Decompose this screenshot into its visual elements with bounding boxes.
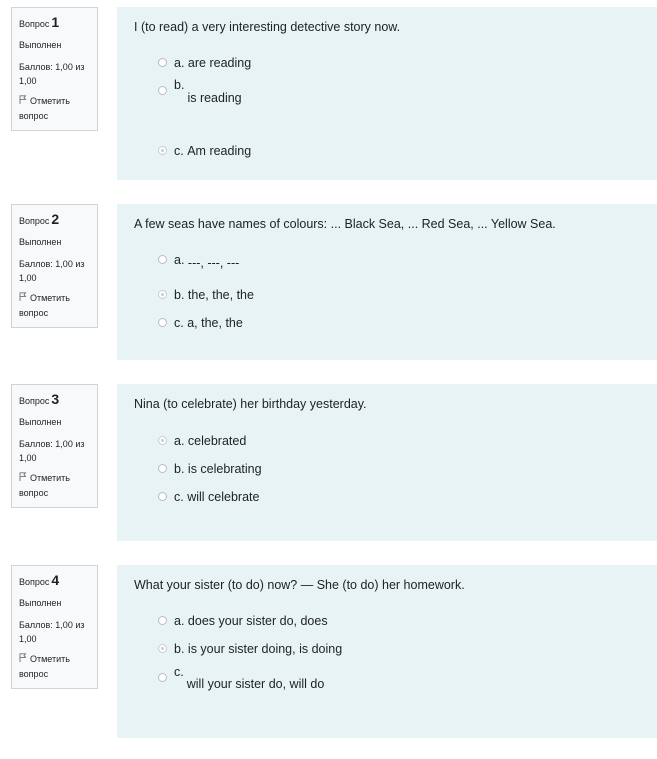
question-grade: Баллов: 1,00 из 1,00 bbox=[19, 620, 85, 644]
question-text: Nina (to celebrate) her birthday yesterday. bbox=[134, 397, 367, 411]
question-number: Вопрос 2 bbox=[19, 211, 60, 227]
answer-option-a[interactable]: a. celebrated bbox=[158, 433, 246, 449]
flag-icon bbox=[19, 291, 28, 306]
radio-icon[interactable] bbox=[158, 644, 167, 653]
radio-icon[interactable] bbox=[158, 58, 167, 67]
question-state: Выполнен bbox=[19, 417, 62, 427]
flag-icon bbox=[19, 94, 28, 109]
question-state: Выполнен bbox=[19, 40, 62, 50]
question-state: Выполнен bbox=[19, 598, 62, 608]
radio-icon[interactable] bbox=[158, 318, 167, 327]
radio-icon[interactable] bbox=[158, 255, 167, 264]
question-state: Выполнен bbox=[19, 237, 62, 247]
question-info bbox=[11, 384, 98, 508]
question-number: Вопрос 3 bbox=[19, 391, 60, 407]
answer-option-b[interactable]: b. is your sister doing, is doing bbox=[158, 641, 342, 657]
radio-icon[interactable] bbox=[158, 86, 167, 95]
radio-icon[interactable] bbox=[158, 492, 167, 501]
answer-option-a[interactable]: a. does your sister do, does bbox=[158, 613, 328, 629]
question-number: Вопрос 4 bbox=[19, 572, 60, 588]
radio-icon[interactable] bbox=[158, 436, 167, 445]
flag-icon bbox=[19, 471, 28, 486]
question-text: What your sister (to do) now? — She (to do) her homework. bbox=[134, 578, 465, 592]
question-number: Вопрос 1 bbox=[19, 14, 60, 30]
radio-icon[interactable] bbox=[158, 673, 167, 682]
radio-icon[interactable] bbox=[158, 146, 167, 155]
question-text: I (to read) a very interesting detective story now. bbox=[134, 20, 401, 34]
question-text: A few seas have names of colours: ... Black Sea, ... Red Sea, ... Yellow Sea. bbox=[134, 217, 556, 231]
answer-option-a[interactable]: a. are reading bbox=[158, 55, 251, 71]
question-content bbox=[117, 565, 657, 738]
question-content bbox=[117, 384, 657, 541]
question-content bbox=[117, 7, 657, 180]
question-content bbox=[117, 204, 657, 360]
question-info bbox=[11, 565, 98, 689]
question-grade: Баллов: 1,00 из 1,00 bbox=[19, 62, 85, 86]
answer-option-b[interactable]: b. the, the, the bbox=[158, 287, 254, 303]
answer-option-c[interactable]: c. will celebrate bbox=[158, 489, 259, 505]
radio-icon[interactable] bbox=[158, 616, 167, 625]
answer-option-c[interactable]: c. will your sister do, will do bbox=[158, 670, 324, 692]
question-grade: Баллов: 1,00 из 1,00 bbox=[19, 259, 85, 283]
question-info bbox=[11, 204, 98, 328]
flag-question-link[interactable]: Отметить вопрос bbox=[19, 654, 70, 679]
radio-icon[interactable] bbox=[158, 290, 167, 299]
radio-icon[interactable] bbox=[158, 464, 167, 473]
answer-option-c[interactable]: c. Am reading bbox=[158, 143, 251, 159]
answer-option-b[interactable]: b. is celebrating bbox=[158, 461, 262, 477]
answer-option-a[interactable]: a. ---, ---, --- bbox=[158, 252, 239, 271]
question-grade: Баллов: 1,00 из 1,00 bbox=[19, 439, 85, 463]
answer-option-c[interactable]: c. a, the, the bbox=[158, 315, 243, 331]
flag-question-link[interactable]: Отметить вопрос bbox=[19, 96, 70, 121]
answer-option-b[interactable]: b. is reading bbox=[158, 83, 242, 106]
flag-question-link[interactable]: Отметить вопрос bbox=[19, 293, 70, 318]
question-info bbox=[11, 7, 98, 131]
flag-icon bbox=[19, 652, 28, 667]
flag-question-link[interactable]: Отметить вопрос bbox=[19, 473, 70, 498]
